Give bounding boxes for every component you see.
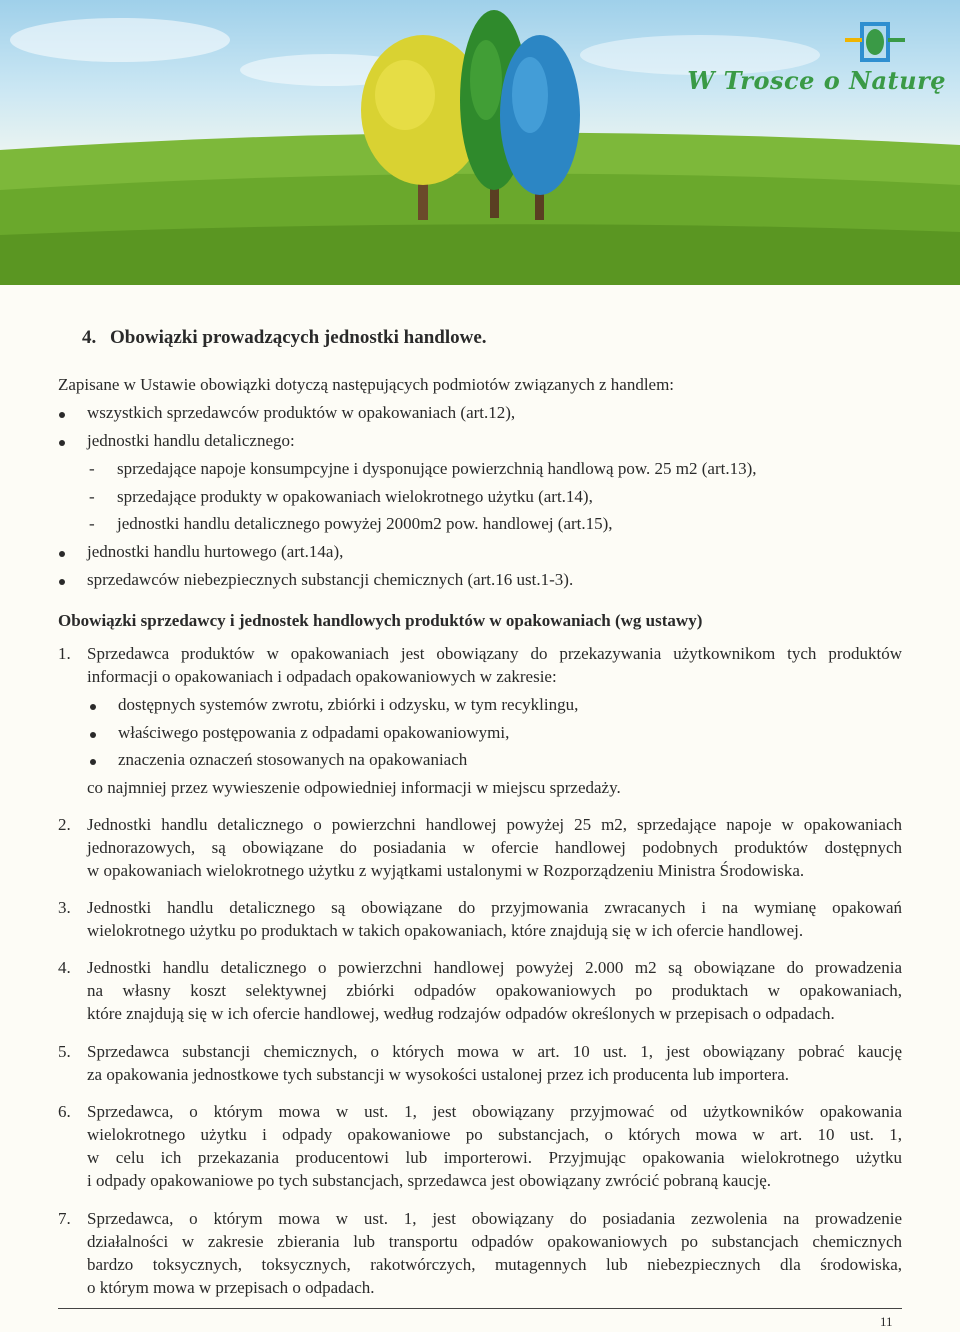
item-text-line: za opakowania jednostkowe tych substancji w wysokości ustalonej przez ich producenta lub importera.	[87, 1065, 789, 1084]
subject-item: wszystkich sprzedawców produktów w opakowaniach (art.12),	[87, 403, 516, 422]
item-closing: co najmniej przez wywieszenie odpowiedniej informacji w miejscu sprzedaży.	[87, 778, 621, 797]
subject-item: sprzedawców niebezpiecznych substancji chemicznych (art.16 ust.1-3).	[87, 570, 574, 589]
retail-subitem: sprzedające napoje konsumpcyjne i dysponujące powierzchnią handlową pow. 25 m2 (art.13),	[117, 459, 757, 478]
item-text-line: w opakowaniach wielokrotnego użytku z wyjątkami ustalonymi w Rozporządzeniu Ministra Środowiska.	[87, 861, 805, 880]
item-text-line: Jednostki handlu detalicznego są obowiązane do przyjmowania zwracanych i na wymianę opakowań	[87, 898, 902, 917]
item-bullet: znaczenia oznaczeń stosowanych na opakowaniach	[118, 750, 468, 769]
item-number: 2.	[58, 815, 71, 834]
item-text-line: Sprzedawca substancji chemicznych, o których mowa w art. 10 ust. 1, jest obowiązany pobrać kaucję	[87, 1042, 902, 1061]
item-text-line: które znajdują się w ich ofercie handlowej, według rodzajów odpadów określonych w przepisach o odpadach.	[87, 1004, 835, 1023]
item-text-line: na własny koszt selektywnej zbiórki odpadów opakowaniowych po produktach w opakowaniach,	[87, 981, 902, 1000]
bullet-dot	[59, 551, 65, 557]
retail-subitem: sprzedające produkty w opakowaniach wielokrotnego użytku (art.14),	[117, 487, 593, 506]
item-text-line: i odpady opakowaniowe po tych substancjach, sprzedawca jest obowiązany zwrócić pobraną kaucję.	[87, 1171, 771, 1190]
item-number: 7.	[58, 1209, 71, 1228]
bullet-dot	[90, 732, 96, 738]
section-heading: Obowiązki sprzedawcy i jednostek handlowych produktów w opakowaniach (wg ustawy)	[58, 611, 703, 630]
bullet-dot	[59, 440, 65, 446]
subject-item: jednostki handlu hurtowego (art.14a),	[87, 542, 344, 561]
item-bullet: dostępnych systemów zwrotu, zbiórki i odzysku, w tym recyklingu,	[118, 695, 579, 714]
page-title: Obowiązki prowadzących jednostki handlowe.	[110, 327, 487, 348]
item-text-line: wielokrotnego użytku i odpady opakowaniowe po substancjach, o których mowa w art. 10 ust. 1,	[87, 1125, 902, 1144]
bullet-dot	[59, 579, 65, 585]
logo-text: W Trosce o Naturę	[687, 66, 946, 95]
item-bullet: właściwego postępowania z odpadami opakowaniowymi,	[118, 723, 510, 742]
bullet-dot	[90, 704, 96, 710]
item-text-line: Jednostki handlu detalicznego o powierzchni handlowej powyżej 2.000 m2 są obowiązane do prowadzenia	[87, 958, 902, 977]
item-number: 5.	[58, 1042, 71, 1061]
intro-text: Zapisane w Ustawie obowiązki dotyczą następujących podmiotów związanych z handlem:	[58, 375, 675, 394]
footer-divider	[58, 1308, 902, 1309]
item-text-line: działalności w zakresie zbierania lub transportu odpadów opakowaniowych po substancjach chemicznych	[87, 1232, 902, 1251]
item-text-line: informacji o opakowaniach i odpadach opakowaniowych w zakresie:	[87, 667, 557, 686]
item-text-line: Sprzedawca, o którym mowa w ust. 1, jest obowiązany do posiadania zezwolenia na prowadzenie	[87, 1209, 902, 1228]
item-text-line: bardzo toksycznych, toksycznych, rakotwórczych, mutagennych lub niebezpiecznych dla środowiska,	[87, 1255, 902, 1274]
bullet-dot	[59, 412, 65, 418]
bullet-dot	[90, 759, 96, 765]
dash-marker: -	[89, 487, 95, 506]
section-number: 4.	[82, 327, 97, 348]
item-text-line: Jednostki handlu detalicznego o powierzchni handlowej powyżej 25 m2, sprzedające napoje w opakowaniach	[87, 815, 902, 834]
item-number: 3.	[58, 898, 71, 917]
item-text-line: Sprzedawca produktów w opakowaniach jest obowiązany do przekazywania użytkownikom tych produktów	[87, 644, 902, 663]
item-text-line: w celu ich przekazania producentowi lub importerowi. Przyjmując opakowania wielokrotnego użytku	[87, 1148, 902, 1167]
item-text-line: Sprzedawca, o którym mowa w ust. 1, jest obowiązany przyjmować od użytkowników opakowania	[87, 1102, 902, 1121]
item-text-line: wielokrotnego użytku po produktach w takich opakowaniach, które znajdują się w ich ofercie handlowej.	[87, 921, 804, 940]
retail-subitem: jednostki handlu detalicznego powyżej 2000m2 pow. handlowej (art.15),	[117, 514, 613, 533]
item-text-line: jednorazowych, są obowiązane do posiadania w ofercie handlowej podobnych produktów dostępnych	[87, 838, 902, 857]
dash-marker: -	[89, 514, 95, 533]
subject-item: jednostki handlu detalicznego:	[87, 431, 295, 450]
page-number: 11	[880, 1314, 893, 1329]
dash-marker: -	[89, 459, 95, 478]
item-number: 4.	[58, 958, 71, 977]
item-number: 1.	[58, 644, 71, 663]
item-text-line: o którym mowa w przepisach o odpadach.	[87, 1278, 375, 1297]
item-number: 6.	[58, 1102, 71, 1121]
